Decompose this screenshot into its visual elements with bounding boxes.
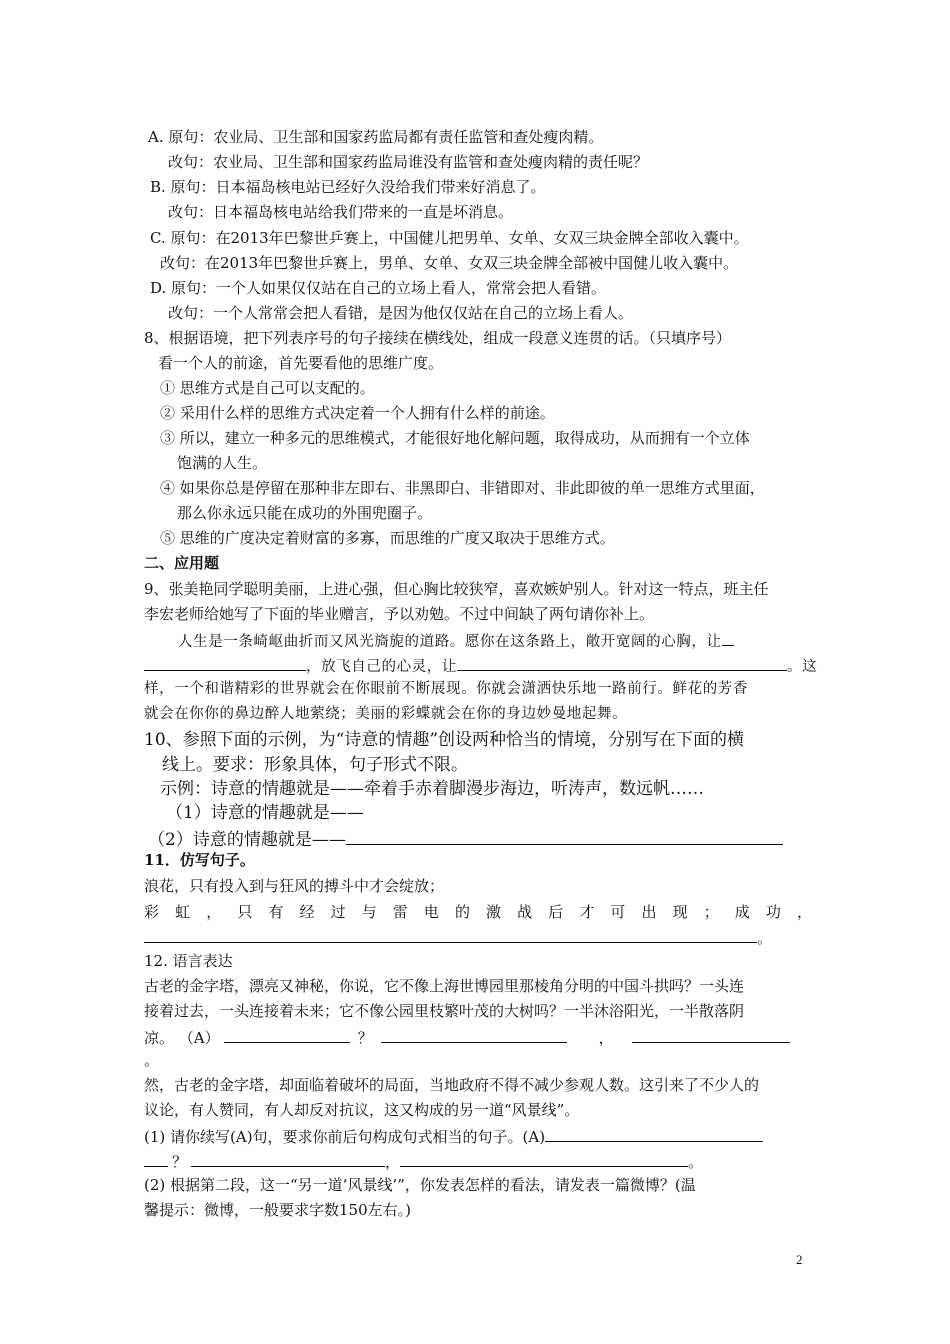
q10-item-2: （2）诗意的情趣就是—— xyxy=(148,830,346,850)
q12-sub-1-blank-3[interactable] xyxy=(191,1150,385,1167)
q11-char: 的 xyxy=(454,903,470,921)
q12-sub-1-line xyxy=(144,1125,763,1147)
q12-title: 12. 语言表达 xyxy=(144,952,233,970)
q9-passage-line-3: 样，一个和谐精彩的世界就会在你眼前不断展现。你就会潇洒快乐地一路前行。鲜花的芳香 xyxy=(144,681,748,697)
page-number: 2 xyxy=(796,1252,803,1267)
q7-option-d-modified: 改句：一个人常常会把人看错，是因为他仅仅站在自己的立场上看人。 xyxy=(168,304,634,322)
q11-char: 功 xyxy=(765,903,781,921)
q11-char: 虹 xyxy=(175,903,191,921)
q12-sub-1: (1) 请你续写(A)句，要求你前后句构成句式相当的句子。(A) xyxy=(144,1128,546,1146)
q9-blank-2[interactable] xyxy=(457,654,787,671)
q12-sub-1-cont xyxy=(144,1150,703,1172)
q7-option-b-modified: 改句：日本福岛核电站给我们带来的一直是坏消息。 xyxy=(168,203,514,221)
q9-passage-line-1 xyxy=(178,629,734,652)
q11-char: 成 xyxy=(734,903,750,921)
q9-passage-text-1: 人生是一条崎岖曲折而又风光旖旎的道路。愿你在这条路上，敞开宽阔的心胸，让 xyxy=(178,634,722,650)
q11-char: 与 xyxy=(361,903,377,921)
q8-intro: 看一个人的前途，首先要看他的思维广度。 xyxy=(158,354,444,372)
q9-stem-cont: 李宏老师给她写了下面的毕业赠言，予以劝勉。不过中间缺了两句请你补上。 xyxy=(144,605,655,623)
q8-sentence-3-cont: 饱满的人生。 xyxy=(177,454,268,472)
q9-passage-line-2 xyxy=(144,654,817,677)
q11-period: 。 xyxy=(757,929,773,947)
q11-char: ； xyxy=(703,903,719,921)
q12-label-a: 凉。 （A） xyxy=(144,1029,220,1047)
q7-option-c-modified: 改句：在2013年巴黎世乒赛上，男单、女单、女双三块金牌全部被中国健儿收入囊中。 xyxy=(160,254,739,272)
q8-stem: 8、根据语境，把下列表序号的句子接续在横线处，组成一段意义连贯的话。（只填序号） xyxy=(144,329,732,347)
q12-sub-2-cont: 馨提示：微博，一般要求字数150左右。) xyxy=(144,1201,411,1219)
q11-char: 经 xyxy=(299,903,315,921)
q10-stem-cont: 线上。要求：形象具体，句子形式不限。 xyxy=(162,755,468,775)
q8-sentence-3: ③ 所以，建立一种多元的思维模式，才能很好地化解问题，取得成功，从而拥有一个立体 xyxy=(160,429,750,447)
q11-char: 现 xyxy=(672,903,688,921)
q9-passage-line-4: 就会在你你的鼻边醉人地萦绕；美丽的彩蝶就会在你的身边妙曼地起舞。 xyxy=(144,706,628,722)
q11-imitation-line xyxy=(144,902,812,922)
q11-char: 战 xyxy=(517,903,533,921)
q9-passage-text-2: ，放飞自己的心灵，让 xyxy=(306,659,457,675)
q11-title: 11．仿写句子。 xyxy=(144,851,255,869)
section-title: 二、应用题 xyxy=(144,554,220,572)
q10-item-1: （1）诗意的情趣就是—— xyxy=(166,803,364,823)
q11-answer-line xyxy=(144,926,772,948)
q10-blank-2[interactable] xyxy=(346,825,783,845)
q12-paragraph-1-line-3 xyxy=(144,1026,790,1048)
q12-sub-1-qmark: ？ xyxy=(172,1153,188,1171)
q12-sub-1-comma: ， xyxy=(385,1153,401,1171)
q10-stem: 10、参照下面的示例，为“诗意的情趣”创设两种恰当的情境，分别写在下面的横 xyxy=(144,730,745,750)
q11-char: 雷 xyxy=(392,903,408,921)
q12-qmark: ？ xyxy=(357,1029,373,1047)
q8-sentence-2: ② 采用什么样的思维方式决定着一个人拥有什么样的前途。 xyxy=(160,404,555,422)
q12-blank-a1[interactable] xyxy=(224,1026,350,1043)
q10-item-2-line xyxy=(148,825,783,852)
q7-option-a-original: A. 原句：农业局、卫生部和国家药监局都有责任监管和查处瘦肉精。 xyxy=(148,128,604,146)
q8-sentence-5: ⑤ 思维的广度决定着财富的多寡，而思维的广度又取决于思维方式。 xyxy=(160,529,615,547)
q12-paragraph-1-line-1: 古老的金字塔，漂亮又神秘，你说，它不像上海世博园里那棱角分明的中国斗拱吗？一头连 xyxy=(144,977,745,995)
q11-char: 可 xyxy=(610,903,626,921)
q11-char: 电 xyxy=(423,903,439,921)
q12-sub-1-blank-1[interactable] xyxy=(545,1125,763,1142)
q7-option-d-original: D. 原句：一个人如果仅仅站在自己的立场上看人，常常会把人看错。 xyxy=(150,279,607,297)
q7-option-a-modified: 改句：农业局、卫生部和国家药监局谁没有监管和查处瘦肉精的责任呢？ xyxy=(168,153,649,171)
q11-char: 激 xyxy=(486,903,502,921)
q12-sub-1-blank-2[interactable] xyxy=(144,1150,168,1167)
q11-char: 才 xyxy=(579,903,595,921)
q8-sentence-4: ④ 如果你总是停留在那种非左即右、非黑即白、非错即对、非此即彼的单一思维方式里面， xyxy=(160,479,765,497)
q12-sub-2: (2) 根据第二段，这一“另一道‘风景线’”，你发表怎样的看法，请发表一篇微博？(温 xyxy=(144,1176,696,1194)
q12-comma: ， xyxy=(598,1029,614,1047)
q10-example: 示例：诗意的情趣就是——牵着手赤着脚漫步海边，听涛声，数远帆…… xyxy=(160,779,704,799)
q11-char: ， xyxy=(796,903,812,921)
q7-option-c-original: C. 原句：在2013年巴黎世乒赛上，中国健儿把男单、女单、女双三块金牌全部收入囊中。 xyxy=(150,229,749,247)
q12-paragraph-2-line-1: 然，古老的金字塔，却面临着破坏的局面，当地政府不得不减少参观人数。这引来了不少人的 xyxy=(144,1076,760,1094)
q8-sentence-4-cont: 那么你永远只能在成功的外围兜圈子。 xyxy=(177,504,433,522)
q11-char: ， xyxy=(206,903,222,921)
q11-blank[interactable] xyxy=(144,926,757,943)
q12-blank-a3[interactable] xyxy=(632,1026,790,1043)
q11-char: 有 xyxy=(268,903,284,921)
q7-option-b-original: B. 原句：日本福岛核电站已经好久没给我们带来好消息了。 xyxy=(150,178,546,196)
q12-blank-a2[interactable] xyxy=(381,1026,567,1043)
q9-blank-1-start[interactable] xyxy=(722,629,734,646)
q12-paragraph-1-end: 。 xyxy=(144,1051,160,1069)
q11-char: 过 xyxy=(330,903,346,921)
q9-blank-1[interactable] xyxy=(144,654,306,671)
q9-passage-text-2-end: 。这 xyxy=(787,659,818,675)
q11-char: 只 xyxy=(237,903,253,921)
q11-example-line: 浪花，只有投入到与狂风的搏斗中才会绽放； xyxy=(144,877,445,895)
q11-char: 后 xyxy=(548,903,564,921)
q11-char: 出 xyxy=(641,903,657,921)
q9-stem: 9、张美艳同学聪明美丽，上进心强，但心胸比较狭窄，喜欢嫉妒别人。针对这一特点，班主任 xyxy=(144,580,769,598)
q8-sentence-1: ① 思维方式是自己可以支配的。 xyxy=(160,379,375,397)
q12-paragraph-2-line-2: 议论，有人赞同，有人却反对抗议，这又构成的另一道“风景线”。 xyxy=(144,1101,580,1119)
q12-sub-1-blank-4[interactable] xyxy=(400,1150,688,1167)
q12-sub-1-period: 。 xyxy=(688,1153,704,1171)
q12-paragraph-1-line-2: 接着过去，一头连接着未来；它不像公园里枝繁叶茂的大树吗？一半沐浴阳光，一半散落阴 xyxy=(144,1002,745,1020)
q11-char: 彩 xyxy=(144,903,160,921)
